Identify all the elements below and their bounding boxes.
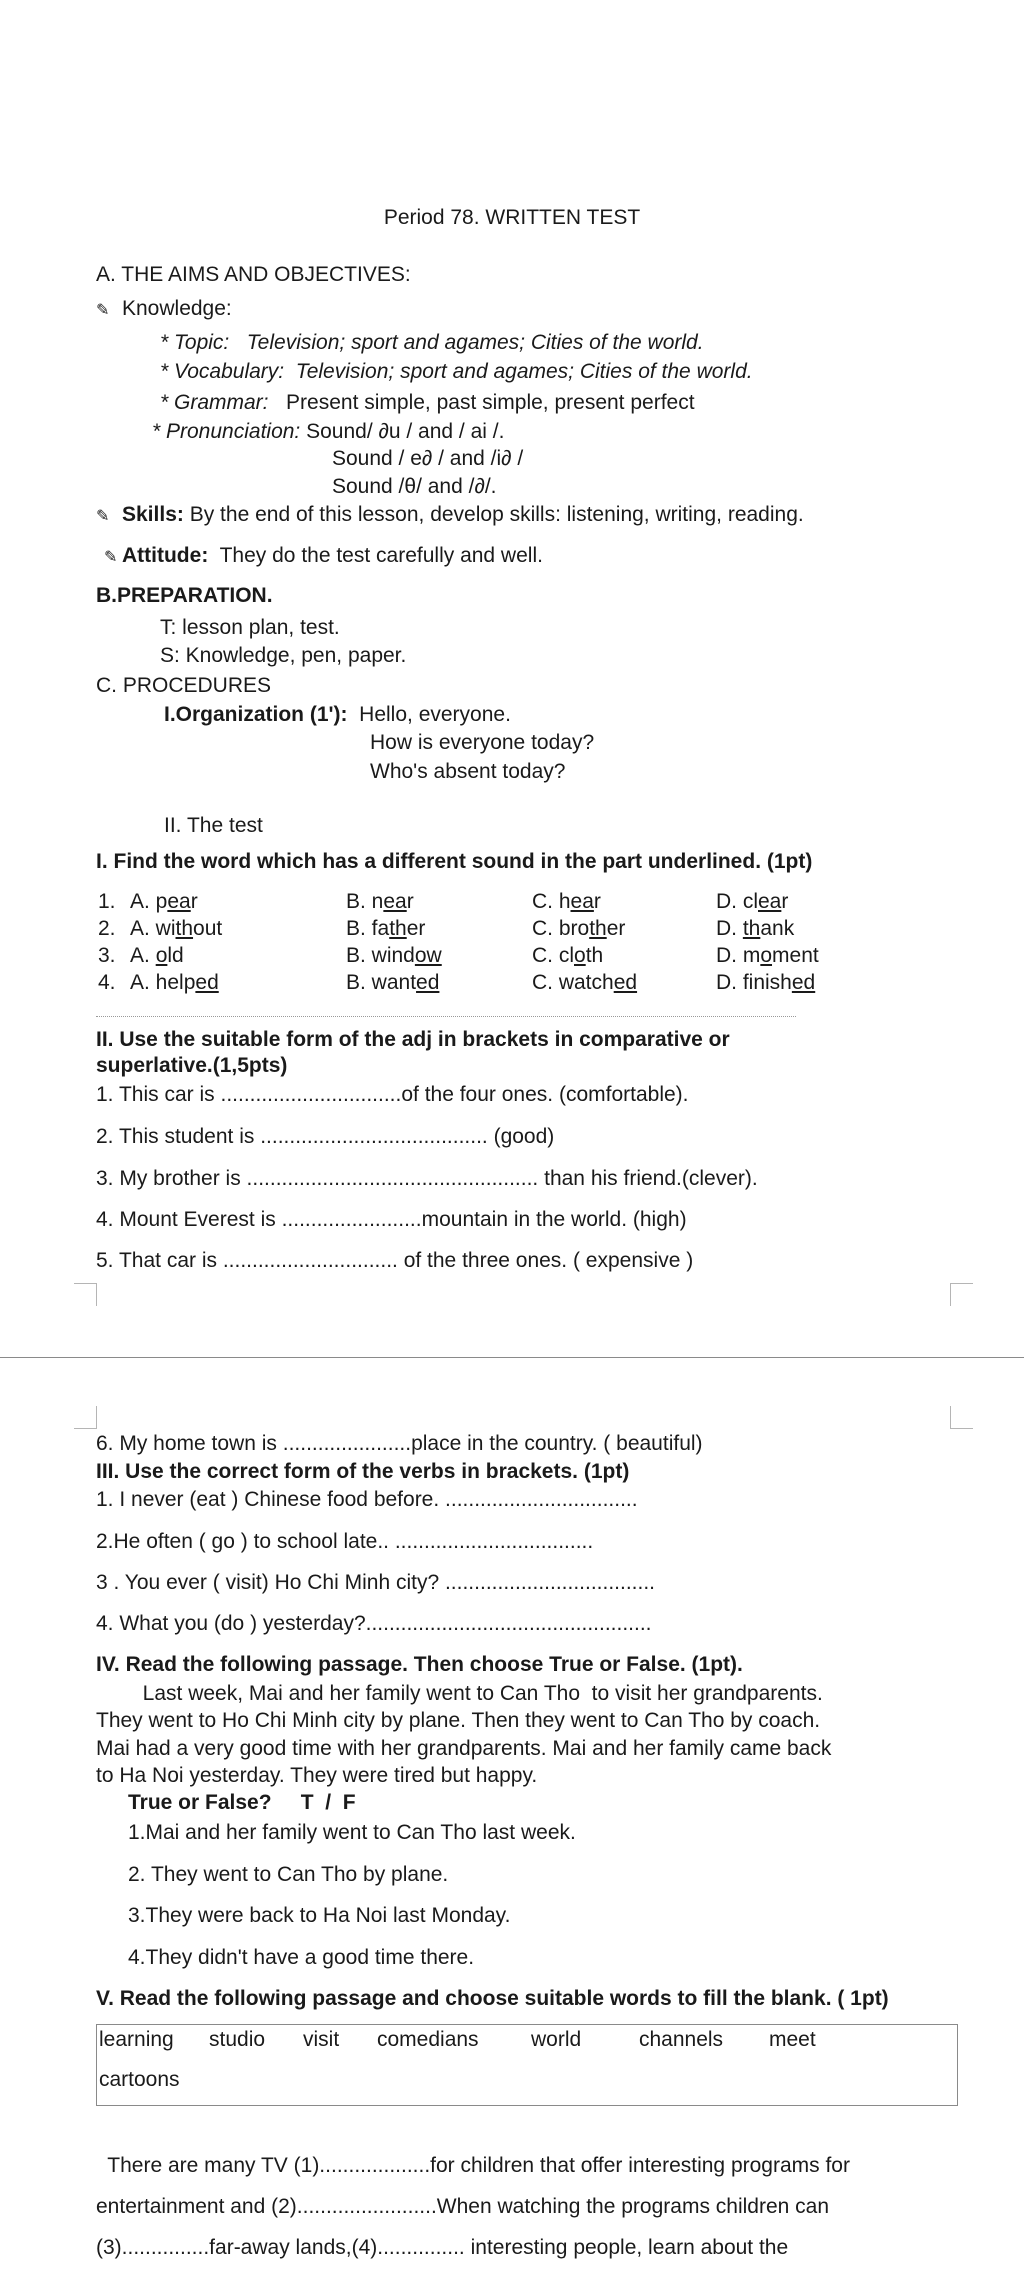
knowledge-line — [96, 296, 232, 324]
part3-item-4: 4. What you (do ) yesterday?................................................. — [96, 1612, 652, 1635]
word-bank-item: channels — [639, 2028, 724, 2051]
part4-heading: IV. Read the following passage. Then choose True or False. (1pt). — [96, 1653, 743, 1676]
part4-passage-line-3: Mai had a very good time with her grandparents. Mai and her family came back — [96, 1737, 832, 1760]
word-bank-item: world — [531, 2028, 582, 2051]
part2-item-4: 4. Mount Everest is ........................mountain in the world. (high) — [96, 1208, 687, 1231]
pronunciation-line-3: Sound /θ/ and /∂/. — [332, 475, 497, 498]
word-bank-item: cartoons — [99, 2068, 180, 2091]
topic-label: * Topic: — [160, 331, 230, 354]
item-number: 2. — [98, 917, 116, 940]
attitude-label: Attitude: — [122, 544, 209, 567]
word-bank-item: meet — [769, 2028, 816, 2051]
grammar-line — [160, 390, 695, 416]
section-c-heading: C. PROCEDURES — [96, 674, 272, 697]
word-bank-item: comedians — [377, 2028, 479, 2051]
page-corner-mark — [950, 1283, 973, 1306]
word-bank — [96, 2024, 958, 2106]
pronunciation-line — [152, 419, 504, 445]
organization-line-3: Who's absent today? — [370, 760, 566, 783]
part3-item-3: 3 . You ever ( visit) Ho Chi Minh city? .................................... — [96, 1571, 656, 1594]
skills-label: Skills: — [122, 503, 184, 526]
page-break-divider — [0, 1357, 1024, 1358]
section-a-heading: A. THE AIMS AND OBJECTIVES: — [96, 263, 411, 286]
part2-heading-line-2: superlative.(1,5pts) — [96, 1054, 288, 1077]
test-heading: II. The test — [164, 814, 263, 837]
option-d: D. moment — [716, 944, 819, 967]
part4-item-1: 1.Mai and her family went to Can Tho last week. — [128, 1821, 576, 1844]
organization-line — [164, 702, 511, 728]
pen-bullet-icon: ✎ — [104, 549, 118, 566]
option-d: D. clear — [716, 890, 789, 913]
word-bank-item: visit — [303, 2028, 340, 2051]
part5-passage-line-1: There are many TV (1)...................for children that offer interesting programs for — [96, 2154, 850, 2177]
page-title: Period 78. WRITTEN TEST — [383, 206, 641, 229]
part3-item-2: 2.He often ( go ) to school late.. .................................. — [96, 1530, 594, 1553]
page-corner-mark — [74, 1283, 97, 1306]
section-b-heading: B.PREPARATION. — [96, 584, 273, 607]
organization-line-2: How is everyone today? — [370, 731, 595, 754]
option-c: C. cloth — [532, 944, 604, 967]
word-bank-item: learning — [99, 2028, 174, 2051]
part2-item-6: 6. My home town is ......................place in the country. ( beautiful) — [96, 1432, 703, 1455]
attitude-text: They do the test carefully and well. — [219, 544, 543, 567]
part4-item-2: 2. They went to Can Tho by plane. — [128, 1863, 449, 1886]
part3-item-1: 1. I never (eat ) Chinese food before. ................................. — [96, 1488, 638, 1511]
part4-passage-line-1: Last week, Mai and her family went to Can Tho to visit her grandparents. — [96, 1682, 823, 1705]
option-c: C. watched — [532, 971, 638, 994]
pronunciation-label: * Pronunciation: — [152, 420, 301, 443]
vocab-label: * Vocabulary: — [160, 360, 285, 383]
option-c: C. brother — [532, 917, 626, 940]
option-a: A. old — [130, 944, 184, 967]
part2-item-2: 2. This student is ....................................... (good) — [96, 1125, 555, 1148]
part2-heading-line-1: II. Use the suitable form of the adj in brackets in comparative or — [96, 1028, 730, 1051]
option-d: D. thank — [716, 917, 795, 940]
part5-passage-line-3: (3)...............far-away lands,(4)............... interesting people, learn about the — [96, 2236, 789, 2259]
option-c: C. hear — [532, 890, 601, 913]
topic-text: Television; sport and agames; Cities of the world. — [246, 331, 704, 354]
topic-line — [160, 330, 704, 356]
part2-item-5: 5. That car is .............................. of the three ones. ( expensive ) — [96, 1249, 694, 1272]
option-b: B. window — [346, 944, 442, 967]
part4-item-3: 3.They were back to Ha Noi last Monday. — [128, 1904, 511, 1927]
option-d: D. finished — [716, 971, 816, 994]
part1-heading: I. Find the word which has a different sound in the part underlined. (1pt) — [96, 850, 813, 873]
part2-item-3: 3. My brother is .................................................. than his friend.(clever). — [96, 1167, 758, 1190]
skills-line — [96, 502, 804, 530]
attitude-line — [104, 543, 543, 571]
option-b: B. father — [346, 917, 426, 940]
skills-text: By the end of this lesson, develop skills: listening, writing, reading. — [189, 503, 804, 526]
part5-heading: V. Read the following passage and choose suitable words to fill the blank. ( 1pt) — [96, 1987, 889, 2010]
item-number: 3. — [98, 944, 116, 967]
pronunciation-line-2: Sound / e∂ / and /i∂ / — [332, 447, 524, 470]
part4-passage-line-4: to Ha Noi yesterday. They were tired but happy. — [96, 1764, 538, 1787]
part2-item-1: 1. This car is ...............................of the four ones. (comfortable). — [96, 1083, 689, 1106]
part4-item-4: 4.They didn't have a good time there. — [128, 1946, 475, 1969]
pen-bullet-icon: ✎ — [96, 302, 110, 319]
grammar-label: * Grammar: — [160, 391, 269, 414]
item-number: 1. — [98, 890, 116, 913]
grammar-text: Present simple, past simple, present perfect — [286, 391, 695, 414]
prep-student-line: S: Knowledge, pen, paper. — [160, 644, 407, 667]
word-bank-item: studio — [209, 2028, 266, 2051]
pronunciation-line-1: Sound/ ∂u / and / ai /. — [306, 420, 505, 443]
vocab-line — [160, 359, 753, 385]
page-corner-mark — [74, 1406, 97, 1429]
knowledge-label: Knowledge: — [122, 297, 232, 320]
vocab-text: Television; sport and agames; Cities of the world. — [295, 360, 753, 383]
organization-label: I.Organization (1'): — [164, 703, 348, 726]
option-b: B. wanted — [346, 971, 440, 994]
dotted-separator — [96, 1016, 796, 1017]
part5-passage-line-2: entertainment and (2)........................When watching the programs children can — [96, 2195, 830, 2218]
part3-heading: III. Use the correct form of the verbs in brackets. (1pt) — [96, 1460, 630, 1483]
option-a: A. pear — [130, 890, 198, 913]
part4-passage-line-2: They went to Ho Chi Minh city by plane. Then they went to Can Tho by coach. — [96, 1709, 821, 1732]
option-a: A. helped — [130, 971, 219, 994]
page-corner-mark — [950, 1406, 973, 1429]
true-false-label: True or False? T / F — [128, 1791, 356, 1814]
pen-bullet-icon: ✎ — [96, 508, 110, 525]
option-b: B. near — [346, 890, 414, 913]
organization-line-1: Hello, everyone. — [359, 703, 511, 726]
item-number: 4. — [98, 971, 116, 994]
prep-teacher-line: T: lesson plan, test. — [160, 616, 340, 639]
option-a: A. without — [130, 917, 223, 940]
